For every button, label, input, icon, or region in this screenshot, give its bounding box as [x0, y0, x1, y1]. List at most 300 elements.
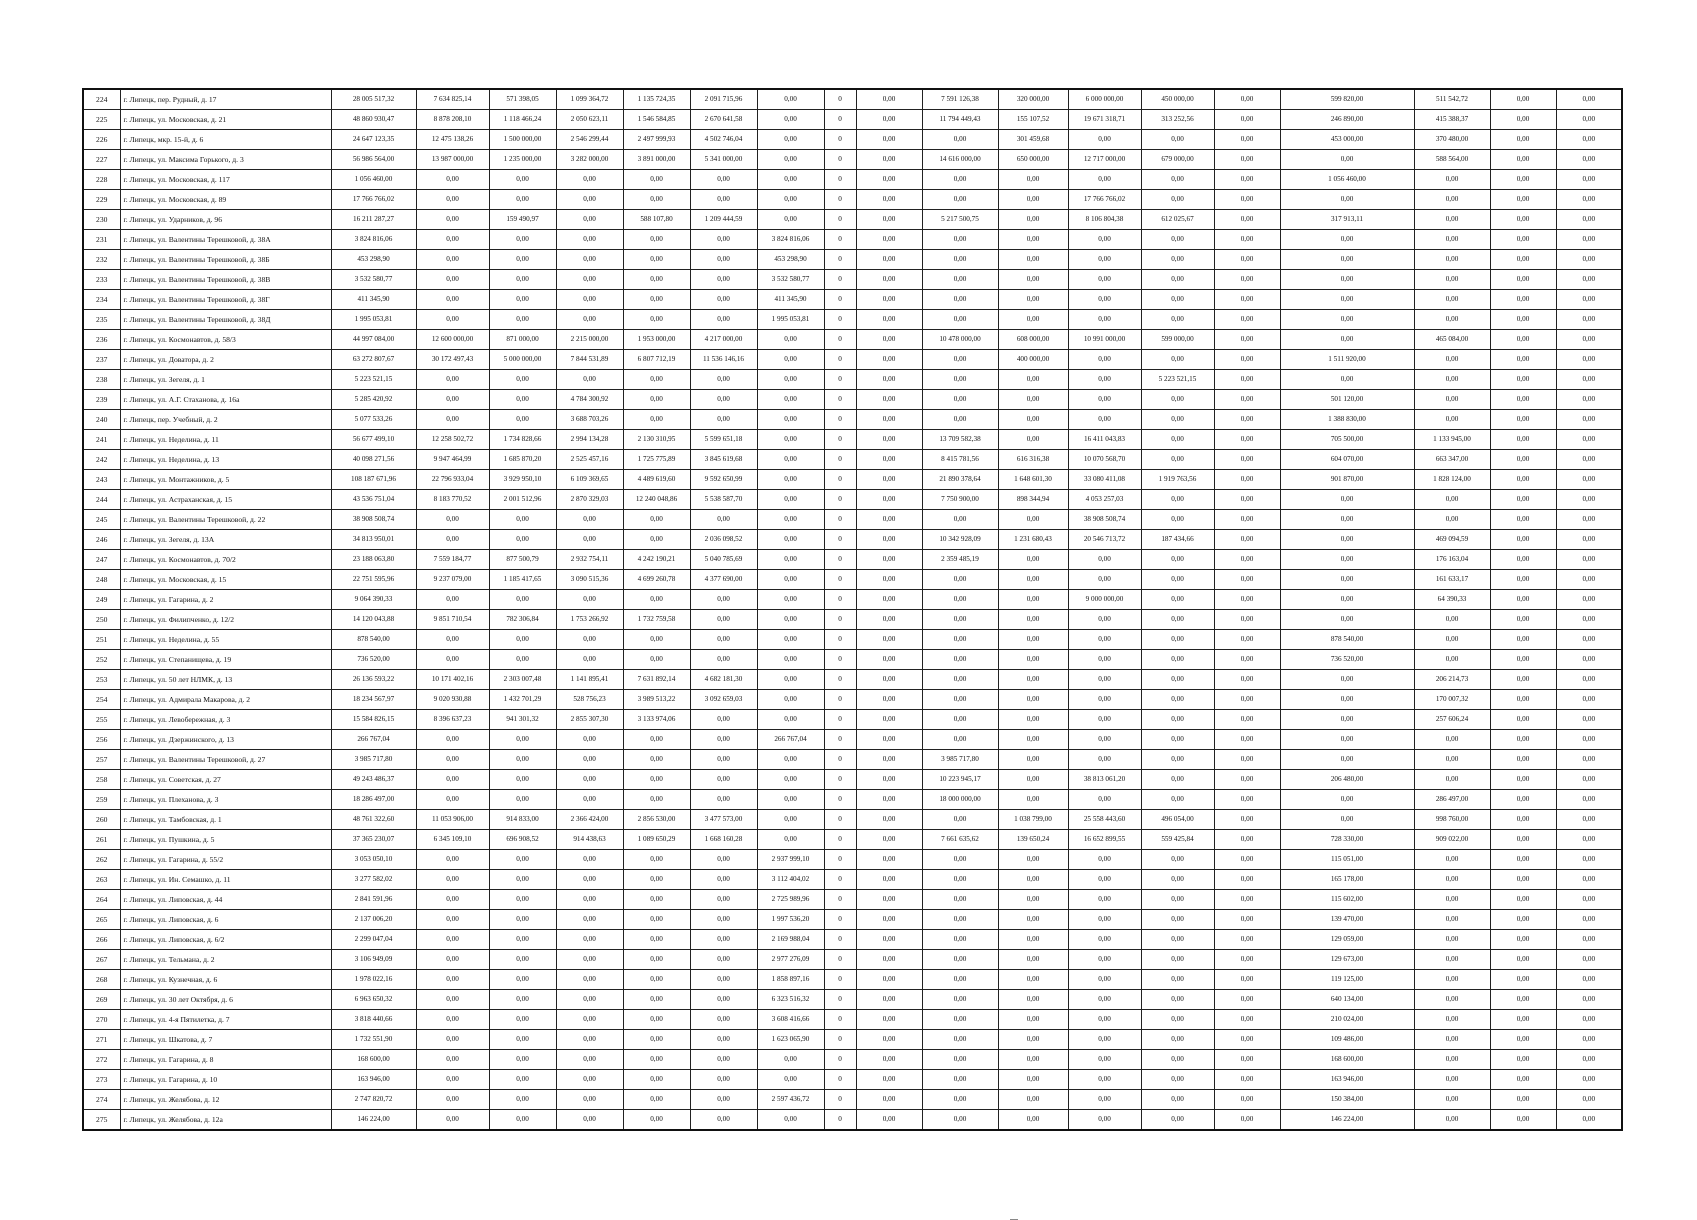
- amount-cell: 3 985 717,80: [331, 750, 416, 770]
- amount-cell: 3 688 703,26: [556, 410, 623, 430]
- amount-cell: 0,00: [1490, 170, 1556, 190]
- row-number-cell: 273: [83, 1070, 120, 1090]
- amount-cell: 0,00: [1214, 630, 1280, 650]
- amount-cell: 0,00: [1280, 230, 1414, 250]
- table-row: [83, 1070, 1622, 1090]
- amount-cell: 0,00: [489, 930, 556, 950]
- amount-cell: 0,00: [1141, 790, 1214, 810]
- amount-cell: 0,00: [757, 170, 824, 190]
- amount-cell: 0,00: [416, 970, 489, 990]
- table-row: [83, 750, 1622, 770]
- amount-cell: 0,00: [489, 1030, 556, 1050]
- amount-cell: 0,00: [1068, 350, 1141, 370]
- amount-cell: 0: [824, 710, 856, 730]
- amount-cell: 0,00: [1556, 370, 1622, 390]
- amount-cell: 0,00: [1141, 630, 1214, 650]
- amount-cell: 3 112 404,02: [757, 870, 824, 890]
- amount-cell: 0,00: [1214, 1030, 1280, 1050]
- amount-cell: 0: [824, 1090, 856, 1110]
- amount-cell: 0,00: [856, 690, 922, 710]
- amount-cell: 0,00: [1280, 750, 1414, 770]
- amount-cell: 0,00: [489, 190, 556, 210]
- table-row: [83, 390, 1622, 410]
- amount-cell: 0,00: [489, 790, 556, 810]
- amount-cell: 0,00: [1556, 1010, 1622, 1030]
- amount-cell: 0,00: [998, 710, 1068, 730]
- amount-cell: 0,00: [856, 890, 922, 910]
- amount-cell: 0,00: [1068, 630, 1141, 650]
- amount-cell: 9 592 650,99: [690, 470, 757, 490]
- amount-cell: 0: [824, 410, 856, 430]
- amount-cell: 3 090 515,36: [556, 570, 623, 590]
- amount-cell: 0,00: [690, 590, 757, 610]
- amount-cell: 0,00: [1141, 1070, 1214, 1090]
- amount-cell: 0,00: [1490, 470, 1556, 490]
- amount-cell: 0,00: [1280, 610, 1414, 630]
- amount-cell: 0,00: [1490, 390, 1556, 410]
- amount-cell: 0,00: [1556, 750, 1622, 770]
- amount-cell: 0,00: [489, 290, 556, 310]
- amount-cell: 0,00: [556, 750, 623, 770]
- amount-cell: 5 223 521,15: [1141, 370, 1214, 390]
- amount-cell: 0,00: [1141, 310, 1214, 330]
- amount-cell: 0,00: [1490, 930, 1556, 950]
- amount-cell: 0,00: [1068, 1070, 1141, 1090]
- amount-cell: 0,00: [922, 130, 998, 150]
- amount-cell: 0,00: [1556, 110, 1622, 130]
- amount-cell: 0,00: [489, 870, 556, 890]
- amount-cell: 4 784 300,92: [556, 390, 623, 410]
- amount-cell: 0,00: [556, 310, 623, 330]
- amount-cell: 22 751 595,96: [331, 570, 416, 590]
- amount-cell: 0,00: [1490, 610, 1556, 630]
- amount-cell: 1 546 584,85: [623, 110, 690, 130]
- amount-cell: 782 306,84: [489, 610, 556, 630]
- amount-cell: 0,00: [1280, 330, 1414, 350]
- amount-cell: 0,00: [856, 1110, 922, 1131]
- amount-cell: 0,00: [922, 1070, 998, 1090]
- amount-cell: 7 591 126,38: [922, 89, 998, 110]
- amount-cell: 0,00: [1490, 570, 1556, 590]
- amount-cell: 0,00: [623, 750, 690, 770]
- amount-cell: 0,00: [1414, 730, 1490, 750]
- amount-cell: 0,00: [757, 370, 824, 390]
- amount-cell: 0,00: [1214, 710, 1280, 730]
- amount-cell: 0,00: [998, 990, 1068, 1010]
- amount-cell: 0,00: [1414, 990, 1490, 1010]
- row-number-cell: 256: [83, 730, 120, 750]
- amount-cell: 9 947 464,99: [416, 450, 489, 470]
- amount-cell: 0,00: [1280, 510, 1414, 530]
- amount-cell: 64 390,33: [1414, 590, 1490, 610]
- amount-cell: 0,00: [489, 630, 556, 650]
- amount-cell: 0,00: [856, 190, 922, 210]
- amount-cell: 0,00: [690, 310, 757, 330]
- amount-cell: 0: [824, 970, 856, 990]
- amount-cell: 0,00: [1490, 650, 1556, 670]
- amount-cell: 7 559 184,77: [416, 550, 489, 570]
- amount-cell: 0,00: [416, 950, 489, 970]
- table-row: [83, 89, 1622, 110]
- amount-cell: 2 670 641,58: [690, 110, 757, 130]
- row-number-cell: 227: [83, 150, 120, 170]
- amount-cell: 878 540,00: [331, 630, 416, 650]
- amount-cell: 0,00: [998, 250, 1068, 270]
- amount-cell: 0,00: [1280, 670, 1414, 690]
- row-number-cell: 233: [83, 270, 120, 290]
- amount-cell: 0,00: [1214, 1070, 1280, 1090]
- amount-cell: 28 005 517,32: [331, 89, 416, 110]
- amount-cell: 0,00: [416, 1110, 489, 1131]
- amount-cell: 0: [824, 690, 856, 710]
- amount-cell: 0,00: [1556, 350, 1622, 370]
- amount-cell: 0,00: [690, 770, 757, 790]
- amount-cell: 0: [824, 670, 856, 690]
- amount-cell: 0,00: [856, 550, 922, 570]
- amount-cell: 0,00: [1490, 290, 1556, 310]
- amount-cell: 0: [824, 170, 856, 190]
- address-cell: г. Липецк, ул. Валентины Терешковой, д. 38А: [120, 230, 331, 250]
- amount-cell: 0,00: [998, 410, 1068, 430]
- table-row: [83, 110, 1622, 130]
- amount-cell: 33 080 411,08: [1068, 470, 1141, 490]
- amount-cell: 1 858 897,16: [757, 970, 824, 990]
- amount-cell: 23 188 063,80: [331, 550, 416, 570]
- amount-cell: 0,00: [1068, 950, 1141, 970]
- amount-cell: 0,00: [1556, 950, 1622, 970]
- amount-cell: 1 056 460,00: [331, 170, 416, 190]
- amount-cell: 165 178,00: [1280, 870, 1414, 890]
- amount-cell: 0,00: [416, 890, 489, 910]
- amount-cell: 0,00: [1141, 570, 1214, 590]
- amount-cell: 0,00: [922, 990, 998, 1010]
- amount-cell: 0,00: [1556, 89, 1622, 110]
- amount-cell: 0,00: [1414, 910, 1490, 930]
- amount-cell: 0,00: [416, 210, 489, 230]
- amount-cell: 8 183 770,52: [416, 490, 489, 510]
- row-number-cell: 259: [83, 790, 120, 810]
- amount-cell: 119 125,00: [1280, 970, 1414, 990]
- amount-cell: 0,00: [856, 530, 922, 550]
- amount-cell: 0,00: [922, 650, 998, 670]
- amount-cell: 0,00: [1141, 1010, 1214, 1030]
- table-row: [83, 450, 1622, 470]
- amount-cell: 0,00: [416, 630, 489, 650]
- amount-cell: 5 223 521,15: [331, 370, 416, 390]
- amount-cell: 0,00: [1414, 970, 1490, 990]
- amount-cell: 0: [824, 210, 856, 230]
- amount-cell: 0,00: [416, 1090, 489, 1110]
- amount-cell: 0: [824, 890, 856, 910]
- amount-cell: 0: [824, 130, 856, 150]
- address-cell: г. Липецк, ул. Зегеля, д. 1: [120, 370, 331, 390]
- amount-cell: 1 997 536,20: [757, 910, 824, 930]
- amount-cell: 0: [824, 650, 856, 670]
- amount-cell: 0,00: [1214, 1010, 1280, 1030]
- table-row: [83, 990, 1622, 1010]
- amount-cell: 0,00: [1490, 870, 1556, 890]
- address-cell: г. Липецк, ул. Монтажников, д. 5: [120, 470, 331, 490]
- amount-cell: 877 500,79: [489, 550, 556, 570]
- amount-cell: 528 756,23: [556, 690, 623, 710]
- amount-cell: 2 137 006,20: [331, 910, 416, 930]
- address-cell: г. Липецк, ул. Валентины Терешковой, д. 38Б: [120, 250, 331, 270]
- row-number-cell: 246: [83, 530, 120, 550]
- amount-cell: 0,00: [623, 990, 690, 1010]
- amount-cell: 0,00: [1414, 930, 1490, 950]
- row-number-cell: 266: [83, 930, 120, 950]
- amount-cell: 0,00: [1141, 930, 1214, 950]
- row-number-cell: 275: [83, 1110, 120, 1131]
- amount-cell: 5 285 420,92: [331, 390, 416, 410]
- amount-cell: 0,00: [1414, 410, 1490, 430]
- amount-cell: 0,00: [416, 290, 489, 310]
- amount-cell: 1 231 680,43: [998, 530, 1068, 550]
- amount-cell: 6 963 650,32: [331, 990, 416, 1010]
- amount-cell: 0,00: [1414, 950, 1490, 970]
- amount-cell: 0,00: [1141, 190, 1214, 210]
- amount-cell: 0,00: [1068, 1110, 1141, 1131]
- amount-cell: 370 480,00: [1414, 130, 1490, 150]
- amount-cell: 0,00: [489, 270, 556, 290]
- row-number-cell: 235: [83, 310, 120, 330]
- amount-cell: 7 844 531,89: [556, 350, 623, 370]
- amount-cell: 161 633,17: [1414, 570, 1490, 590]
- amount-cell: 0,00: [1556, 930, 1622, 950]
- amount-cell: 0,00: [416, 190, 489, 210]
- amount-cell: 0,00: [922, 950, 998, 970]
- amount-cell: 0,00: [1556, 970, 1622, 990]
- amount-cell: 163 946,00: [331, 1070, 416, 1090]
- table-row: [83, 270, 1622, 290]
- amount-cell: 0,00: [856, 930, 922, 950]
- table-row: [83, 910, 1622, 930]
- amount-cell: 0,00: [1280, 810, 1414, 830]
- amount-cell: 1 099 364,72: [556, 89, 623, 110]
- amount-cell: 3 282 000,00: [556, 150, 623, 170]
- address-cell: г. Липецк, ул. Липовская, д. 44: [120, 890, 331, 910]
- amount-cell: 0,00: [1068, 390, 1141, 410]
- amount-cell: 0,00: [556, 270, 623, 290]
- amount-cell: 3 824 816,06: [331, 230, 416, 250]
- amount-cell: 0,00: [489, 910, 556, 930]
- amount-cell: 0,00: [1556, 830, 1622, 850]
- amount-cell: 38 813 061,20: [1068, 770, 1141, 790]
- amount-cell: 0,00: [757, 450, 824, 470]
- amount-cell: 0,00: [1414, 510, 1490, 530]
- amount-cell: 0,00: [856, 1050, 922, 1070]
- amount-cell: 0,00: [998, 1050, 1068, 1070]
- amount-cell: 0,00: [1214, 89, 1280, 110]
- amount-cell: 5 077 533,26: [331, 410, 416, 430]
- amount-cell: 0,00: [922, 1050, 998, 1070]
- amount-cell: 0,00: [623, 1030, 690, 1050]
- amount-cell: 2 091 715,96: [690, 89, 757, 110]
- amount-cell: 12 600 000,00: [416, 330, 489, 350]
- amount-cell: 16 652 899,55: [1068, 830, 1141, 850]
- amount-cell: 0,00: [1068, 970, 1141, 990]
- amount-cell: 0,00: [856, 230, 922, 250]
- amount-cell: 0,00: [1214, 810, 1280, 830]
- amount-cell: 0,00: [856, 330, 922, 350]
- table-row: [83, 710, 1622, 730]
- amount-cell: 0,00: [1214, 670, 1280, 690]
- amount-cell: 1 648 601,30: [998, 470, 1068, 490]
- amount-cell: 0: [824, 530, 856, 550]
- amount-cell: 0,00: [556, 1050, 623, 1070]
- amount-cell: 0,00: [1556, 590, 1622, 610]
- amount-cell: 0,00: [1068, 290, 1141, 310]
- amount-cell: 0,00: [998, 1110, 1068, 1131]
- amount-cell: 0,00: [1068, 730, 1141, 750]
- amount-cell: 0,00: [757, 210, 824, 230]
- amount-cell: 0,00: [1141, 550, 1214, 570]
- amount-cell: 63 272 807,67: [331, 350, 416, 370]
- amount-cell: 0: [824, 610, 856, 630]
- amount-cell: 0,00: [556, 530, 623, 550]
- amount-cell: 0,00: [922, 710, 998, 730]
- amount-cell: 0,00: [690, 1090, 757, 1110]
- amount-cell: 0,00: [1280, 370, 1414, 390]
- amount-cell: 0,00: [690, 610, 757, 630]
- amount-cell: 0,00: [556, 630, 623, 650]
- amount-cell: 0,00: [856, 770, 922, 790]
- amount-cell: 4 053 257,03: [1068, 490, 1141, 510]
- amount-cell: 0,00: [856, 1030, 922, 1050]
- amount-cell: 0,00: [1068, 1050, 1141, 1070]
- amount-cell: 0,00: [1556, 1090, 1622, 1110]
- amount-cell: 9 020 930,88: [416, 690, 489, 710]
- amount-cell: 109 486,00: [1280, 1030, 1414, 1050]
- row-number-cell: 270: [83, 1010, 120, 1030]
- amount-cell: 0,00: [922, 870, 998, 890]
- amount-cell: 0,00: [690, 390, 757, 410]
- amount-cell: 0,00: [690, 790, 757, 810]
- amount-cell: 0,00: [1141, 610, 1214, 630]
- amount-cell: 0,00: [1556, 230, 1622, 250]
- row-number-cell: 225: [83, 110, 120, 130]
- amount-cell: 0,00: [922, 390, 998, 410]
- amount-cell: 3 824 816,06: [757, 230, 824, 250]
- amount-cell: 1 500 000,00: [489, 130, 556, 150]
- amount-cell: 0,00: [416, 170, 489, 190]
- amount-cell: 0,00: [416, 870, 489, 890]
- amount-cell: 0,00: [1490, 370, 1556, 390]
- amount-cell: 1 734 828,66: [489, 430, 556, 450]
- amount-cell: 0,00: [1141, 890, 1214, 910]
- amount-cell: 115 051,00: [1280, 850, 1414, 870]
- amount-cell: 0,00: [416, 530, 489, 550]
- amount-cell: 0,00: [1414, 770, 1490, 790]
- address-cell: г. Липецк, ул. Кузнечная, д. 6: [120, 970, 331, 990]
- amount-cell: 5 599 651,18: [690, 430, 757, 450]
- address-cell: г. Липецк, ул. Валентины Терешковой, д. 38В: [120, 270, 331, 290]
- amount-cell: 0,00: [1556, 330, 1622, 350]
- amount-cell: 0,00: [1068, 670, 1141, 690]
- amount-cell: 0,00: [1068, 570, 1141, 590]
- amount-cell: 0,00: [489, 970, 556, 990]
- amount-cell: 1 732 759,58: [623, 610, 690, 630]
- row-number-cell: 224: [83, 89, 120, 110]
- amount-cell: 0,00: [623, 170, 690, 190]
- amount-cell: 0,00: [757, 650, 824, 670]
- amount-cell: 0,00: [1214, 990, 1280, 1010]
- amount-cell: 20 546 713,72: [1068, 530, 1141, 550]
- amount-cell: 1 995 053,81: [757, 310, 824, 330]
- table-row: [83, 430, 1622, 450]
- amount-cell: 0,00: [1214, 250, 1280, 270]
- amount-cell: 19 671 318,71: [1068, 110, 1141, 130]
- amount-cell: 0,00: [1141, 850, 1214, 870]
- amount-cell: 0,00: [1214, 490, 1280, 510]
- amount-cell: 0,00: [922, 810, 998, 830]
- amount-cell: 2 130 310,95: [623, 430, 690, 450]
- row-number-cell: 237: [83, 350, 120, 370]
- row-number-cell: 261: [83, 830, 120, 850]
- amount-cell: 0,00: [1068, 230, 1141, 250]
- address-cell: г. Липецк, ул. Зегеля, д. 13А: [120, 530, 331, 550]
- amount-cell: 0,00: [1141, 230, 1214, 250]
- table-row: [83, 530, 1622, 550]
- amount-cell: 1 725 775,89: [623, 450, 690, 470]
- amount-cell: 0,00: [922, 590, 998, 610]
- amount-cell: 18 234 567,97: [331, 690, 416, 710]
- amount-cell: 1 133 945,00: [1414, 430, 1490, 450]
- amount-cell: 320 000,00: [998, 89, 1068, 110]
- amount-cell: 0,00: [1141, 690, 1214, 710]
- row-number-cell: 228: [83, 170, 120, 190]
- amount-cell: 0,00: [922, 1110, 998, 1131]
- amount-cell: 0: [824, 730, 856, 750]
- amount-cell: 0,00: [556, 970, 623, 990]
- amount-cell: 0: [824, 250, 856, 270]
- amount-cell: 129 673,00: [1280, 950, 1414, 970]
- amount-cell: 0,00: [623, 270, 690, 290]
- amount-cell: 0,00: [856, 450, 922, 470]
- amount-cell: 0,00: [998, 270, 1068, 290]
- amount-cell: 0,00: [757, 510, 824, 530]
- amount-cell: 0,00: [1556, 310, 1622, 330]
- amount-cell: 0,00: [1141, 410, 1214, 430]
- amount-cell: 0,00: [1414, 350, 1490, 370]
- amount-cell: 3 092 659,03: [690, 690, 757, 710]
- amount-cell: 4 682 181,30: [690, 670, 757, 690]
- amount-cell: 469 094,59: [1414, 530, 1490, 550]
- amount-cell: 7 661 635,62: [922, 830, 998, 850]
- amount-cell: 0,00: [1214, 950, 1280, 970]
- address-cell: г. Липецк, ул. А.Г. Стаханова, д. 16а: [120, 390, 331, 410]
- amount-cell: 4 242 190,21: [623, 550, 690, 570]
- amount-cell: 0,00: [1414, 1050, 1490, 1070]
- amount-cell: 210 024,00: [1280, 1010, 1414, 1030]
- amount-cell: 0,00: [1414, 310, 1490, 330]
- amount-cell: 0,00: [690, 1050, 757, 1070]
- amount-cell: 3 845 619,68: [690, 450, 757, 470]
- address-cell: г. Липецк, ул. Советская, д. 27: [120, 770, 331, 790]
- amount-cell: 0: [824, 850, 856, 870]
- amount-cell: 12 240 048,86: [623, 490, 690, 510]
- amount-cell: 2 856 530,00: [623, 810, 690, 830]
- amount-cell: 0,00: [1490, 750, 1556, 770]
- amount-cell: 0,00: [1141, 970, 1214, 990]
- amount-cell: 0,00: [416, 310, 489, 330]
- row-number-cell: 274: [83, 1090, 120, 1110]
- amount-cell: 0,00: [556, 1090, 623, 1110]
- amount-cell: 0,00: [690, 1010, 757, 1030]
- amount-cell: 0,00: [1141, 490, 1214, 510]
- row-number-cell: 230: [83, 210, 120, 230]
- amount-cell: 0,00: [1214, 1050, 1280, 1070]
